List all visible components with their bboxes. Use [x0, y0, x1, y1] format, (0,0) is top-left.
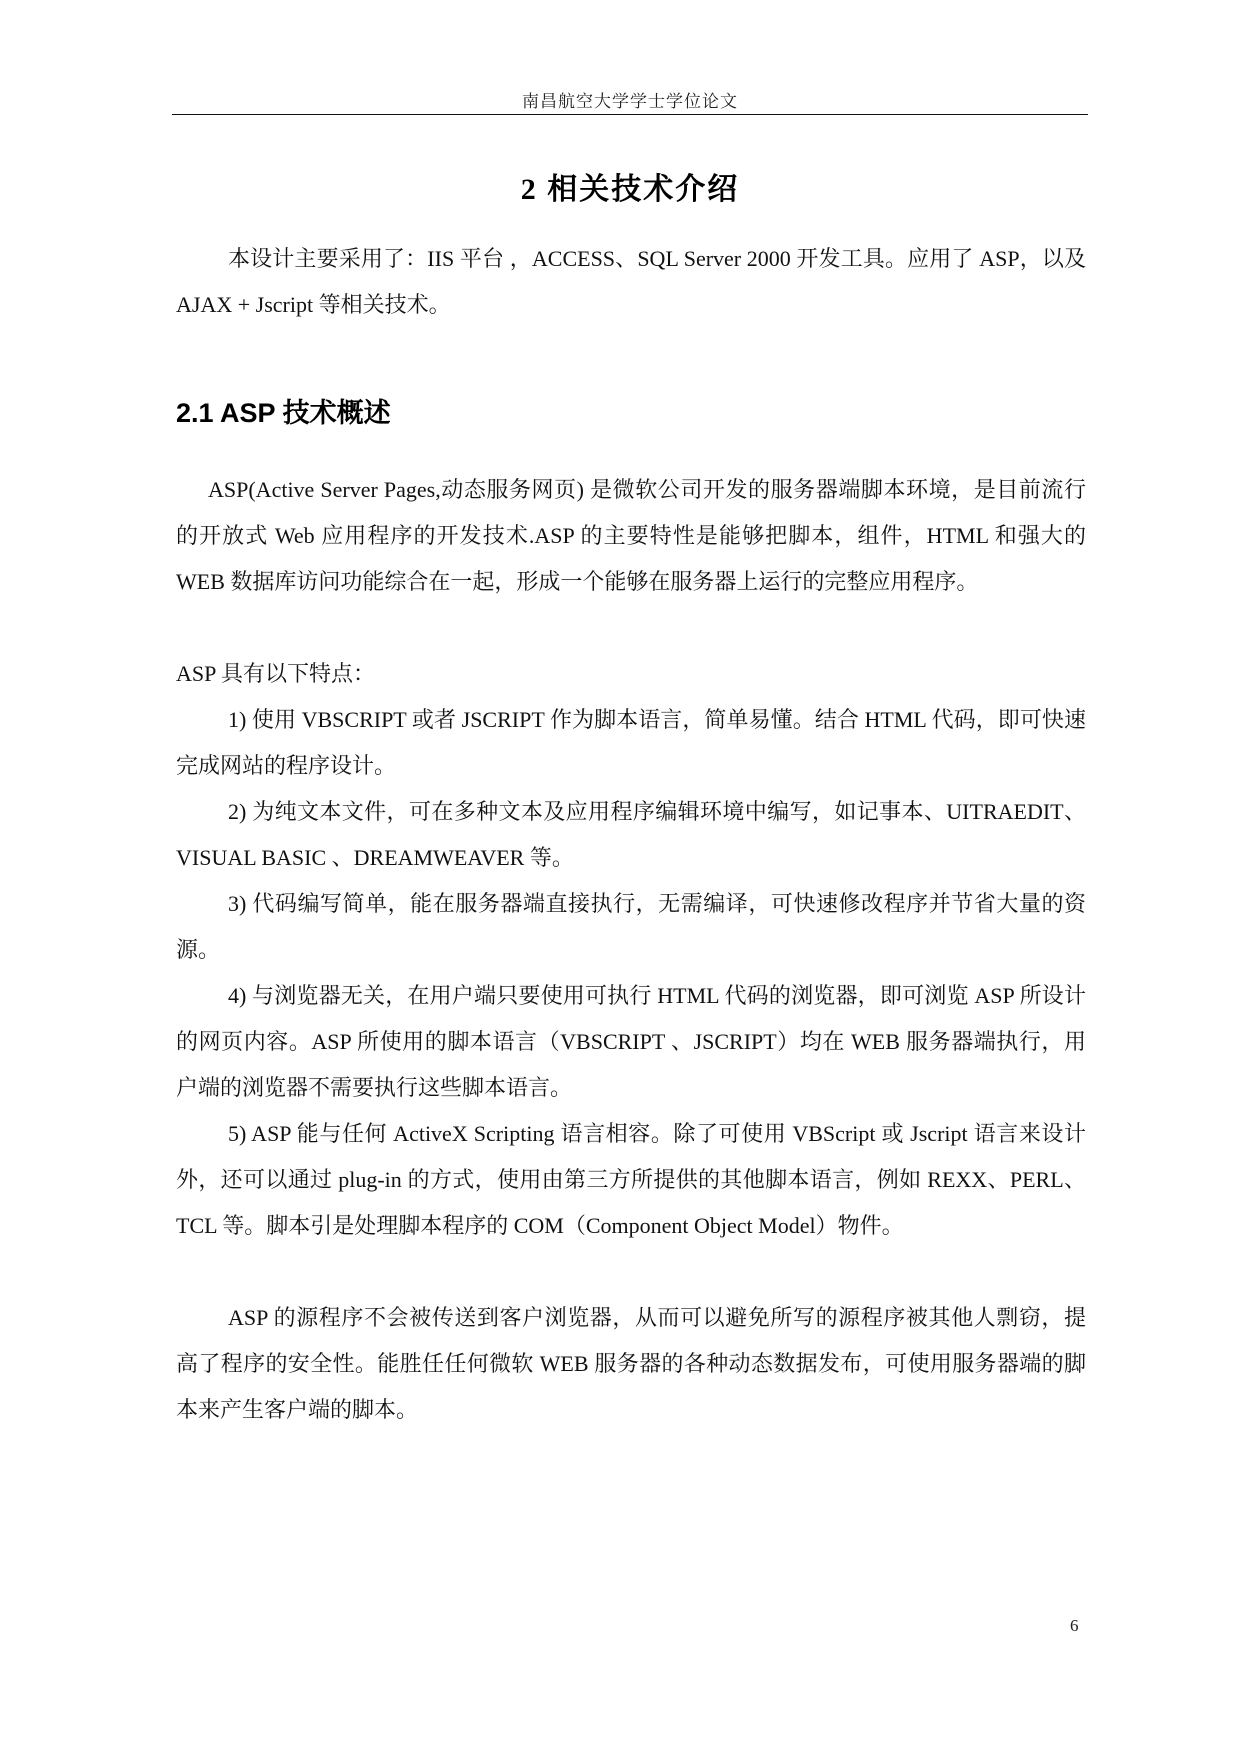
feature-item-1: 1) 使用 VBSCRIPT 或者 JSCRIPT 作为脚本语言，简单易懂。结合 HTML 代码，即可快速完成网站的程序设计。: [176, 707, 1086, 778]
feature-item-5: 5) ASP 能与任何 ActiveX Scripting 语言相容。除了可使用 VBScript 或 Jscript 语言来设计外，还可以通过 plug-in 的方式，使用由第三方所提供的其他脚本语言，例如 REXX、PERL、TCL 等。脚本引是处理脚本程序的 COM（Component Object Model）物件。: [176, 1121, 1086, 1238]
feature-item-3: 3) 代码编写简单，能在服务器端直接执行，无需编译，可快速修改程序并节省大量的资源。: [176, 891, 1086, 962]
page-number: 6: [1070, 1616, 1079, 1635]
section-title: 2.1 ASP 技术概述: [176, 398, 391, 428]
feature-item-2: 2) 为纯文本文件，可在多种文本及应用程序编辑环境中编写，如记事本、UITRAEDIT、VISUAL BASIC 、DREAMWEAVER 等。: [176, 799, 1086, 870]
features-intro: ASP 具有以下特点：: [176, 661, 376, 686]
feature-item-4: 4) 与浏览器无关，在用户端只要使用可执行 HTML 代码的浏览器，即可浏览 ASP 所设计的网页内容。ASP 所使用的脚本语言（VBSCRIPT 、JSCRIPT）均在 WEB 服务器端执行，用户端的浏览器不需要执行这些脚本语言。: [176, 983, 1086, 1100]
chapter-intro-paragraph: 本设计主要采用了：IIS 平台 ，ACCESS、SQL Server 2000 开发工具。应用了 ASP，以及 AJAX + Jscript 等相关技术。: [176, 246, 1086, 317]
chapter-title: 2 相关技术介绍: [520, 173, 740, 206]
asp-security-paragraph: ASP 的源程序不会被传送到客户浏览器，从而可以避免所写的源程序被其他人剽窃，提高了程序的安全性。能胜任任何微软 WEB 服务器的各种动态数据发布，可使用服务器端的脚本来产生客户端的脚本。: [176, 1305, 1086, 1422]
running-header: 南昌航空大学学士学位论文: [522, 92, 738, 111]
header-divider: [172, 114, 1088, 115]
asp-overview-paragraph: ASP(Active Server Pages,动态服务网页) 是微软公司开发的服务器端脚本环境，是目前流行的开放式 Web 应用程序的开发技术.ASP 的主要特性是能够把脚本，组件，HTML 和强大的 WEB 数据库访问功能综合在一起，形成一个能够在服务器上运行的完整应用程序。: [176, 477, 1086, 594]
